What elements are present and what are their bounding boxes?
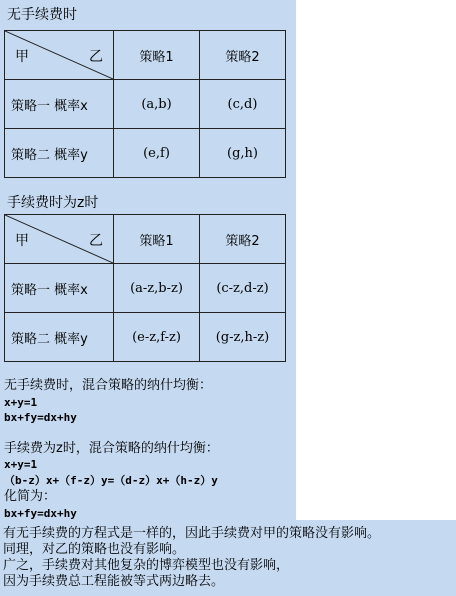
- player-b-label: 乙: [89, 49, 103, 65]
- payoff-cell: (e-z,f-z): [114, 313, 200, 362]
- simplify-label: 化简为：: [4, 489, 57, 504]
- equilibrium-no-fee-heading: 无手续费时，混合策略的纳什均衡：: [4, 378, 213, 393]
- corner-cell: [5, 215, 114, 264]
- payoff-cell: (e,f): [114, 129, 200, 178]
- corner-cell: [5, 31, 114, 80]
- payoff-cell: (a,b): [114, 80, 200, 129]
- row-header: 策略二 概率y: [5, 129, 114, 178]
- payoff-cell: (g,h): [200, 129, 286, 178]
- payoff-cell: (c-z,d-z): [200, 264, 286, 313]
- conclusion-line: 有无手续费的方程式是一样的，因此手续费对甲的策略没有影响。: [3, 526, 381, 541]
- col-header: 策略2: [200, 31, 286, 80]
- equation-line: （b-z）x+（f-z）y=（d-z）x+（h-z）y: [4, 474, 218, 487]
- equation-line: x+y=1: [4, 458, 38, 471]
- conclusion-line: 同理，对乙的策略也没有影响。: [3, 542, 186, 557]
- payoff-cell: (c,d): [200, 80, 286, 129]
- section2-title: 手续费时为z时: [7, 195, 99, 211]
- equation-line: bx+fy=dx+hy: [4, 507, 77, 520]
- row-header: 策略一 概率x: [5, 264, 114, 313]
- player-a-label: 甲: [15, 49, 29, 65]
- row-header: 策略一 概率x: [5, 80, 114, 129]
- payoff-table-no-fee: [4, 30, 286, 178]
- payoff-table-fee: [4, 214, 286, 362]
- payoff-cell: (a-z,b-z): [114, 264, 200, 313]
- conclusion-line: 广之，手续费对其他复杂的博弈模型也没有影响，: [3, 558, 290, 573]
- player-a-label: 甲: [15, 233, 29, 249]
- col-header: 策略1: [114, 215, 200, 264]
- col-header: 策略2: [200, 215, 286, 264]
- row-header: 策略二 概率y: [5, 313, 114, 362]
- payoff-cell: (g-z,h-z): [200, 313, 286, 362]
- conclusion-line: 因为手续费总工程能被等式两边略去。: [3, 574, 225, 589]
- section1-title: 无手续费时: [7, 7, 77, 23]
- player-b-label: 乙: [89, 233, 103, 249]
- equation-line: x+y=1: [4, 396, 38, 409]
- equilibrium-fee-heading: 手续费为z时，混合策略的纳什均衡：: [4, 441, 219, 456]
- equation-line: bx+fy=dx+hy: [4, 411, 77, 424]
- col-header: 策略1: [114, 31, 200, 80]
